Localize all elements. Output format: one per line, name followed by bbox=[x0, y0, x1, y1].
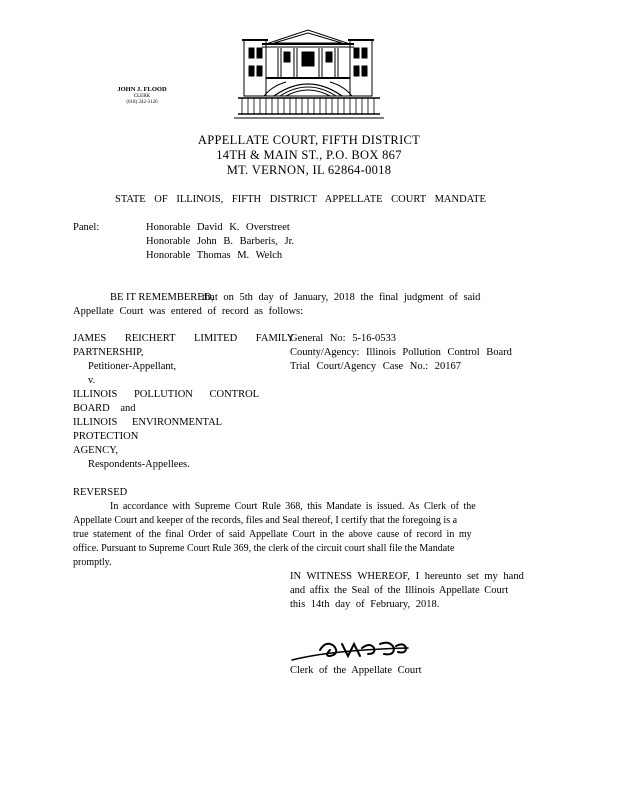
party2-line2: BOARD and bbox=[73, 403, 136, 414]
court-street: 14TH & MAIN ST., P.O. BOX 867 bbox=[216, 148, 402, 162]
remembered-line-1: that on 5th day of January, 2018 the final judgment of said bbox=[202, 292, 481, 303]
panel-judge-3: Honorable Thomas M. Welch bbox=[146, 250, 283, 261]
court-address bbox=[159, 133, 459, 178]
panel-label: Panel: bbox=[73, 222, 100, 233]
disposition: REVERSED bbox=[73, 487, 128, 498]
signature-caption: Clerk of the Appellate Court bbox=[290, 665, 422, 676]
mandate-title: STATE OF ILLINOIS, FIFTH DISTRICT APPELLATE COURT MANDATE bbox=[115, 194, 486, 205]
body-line-3: true statement of the final Order of said Appellate Court in the above cause of record in my bbox=[73, 529, 472, 540]
body-line-1: In accordance with Supreme Court Rule 368, this Mandate is issued. As Clerk of the bbox=[110, 501, 476, 512]
party2-role: Respondents-Appellees. bbox=[88, 459, 190, 470]
clerk-phone: (618) 242-3120 bbox=[126, 100, 158, 106]
body-line-5: promptly. bbox=[73, 557, 112, 568]
party2-line5: AGENCY, bbox=[73, 445, 119, 456]
body-line-4: office. Pursuant to Supreme Court Rule 369, the clerk of the circuit court shall file the Mandate bbox=[73, 543, 455, 554]
witness-line-2: and affix the Seal of the Illinois Appellate Court bbox=[290, 585, 509, 596]
party2-line3: ILLINOIS ENVIRONMENTAL bbox=[73, 417, 223, 428]
witness-line-1: IN WITNESS WHEREOF, I hereunto set my hand bbox=[290, 571, 524, 582]
party1-line1: JAMES REICHERT LIMITED FAMILY bbox=[73, 333, 295, 344]
court-city: MT. VERNON, IL 62864-0018 bbox=[226, 163, 392, 177]
general-number: General No: 5-16-0533 bbox=[290, 333, 396, 344]
versus: v. bbox=[88, 375, 96, 386]
clerk-block bbox=[106, 86, 178, 107]
trial-case-number: Trial Court/Agency Case No.: 20167 bbox=[290, 361, 462, 372]
clerk-name: JOHN J. FLOOD bbox=[117, 86, 167, 93]
clerk-signature bbox=[290, 636, 430, 666]
county-agency: County/Agency: Illinois Pollution Control Board bbox=[290, 347, 512, 358]
courthouse-logo bbox=[234, 26, 384, 122]
remembered-lead: BE IT REMEMBERED, bbox=[110, 292, 214, 303]
party2-line4: PROTECTION bbox=[73, 431, 139, 442]
party1-line2: PARTNERSHIP, bbox=[73, 347, 144, 358]
court-name: APPELLATE COURT, FIFTH DISTRICT bbox=[197, 133, 421, 147]
panel-judge-1: Honorable David K. Overstreet bbox=[146, 222, 290, 233]
witness-line-3: this 14th day of February, 2018. bbox=[290, 599, 440, 610]
remembered-line-2: Appellate Court was entered of record as follows: bbox=[73, 306, 304, 317]
body-line-2: Appellate Court and keeper of the records, files and Seal thereof, I certify that the foregoing is a bbox=[73, 515, 458, 526]
party2-line1: ILLINOIS POLLUTION CONTROL bbox=[73, 389, 260, 400]
clerk-title: CLERK bbox=[133, 94, 151, 100]
party1-role: Petitioner-Appellant, bbox=[88, 361, 177, 372]
panel-judge-2: Honorable John B. Barberis, Jr. bbox=[146, 236, 295, 247]
